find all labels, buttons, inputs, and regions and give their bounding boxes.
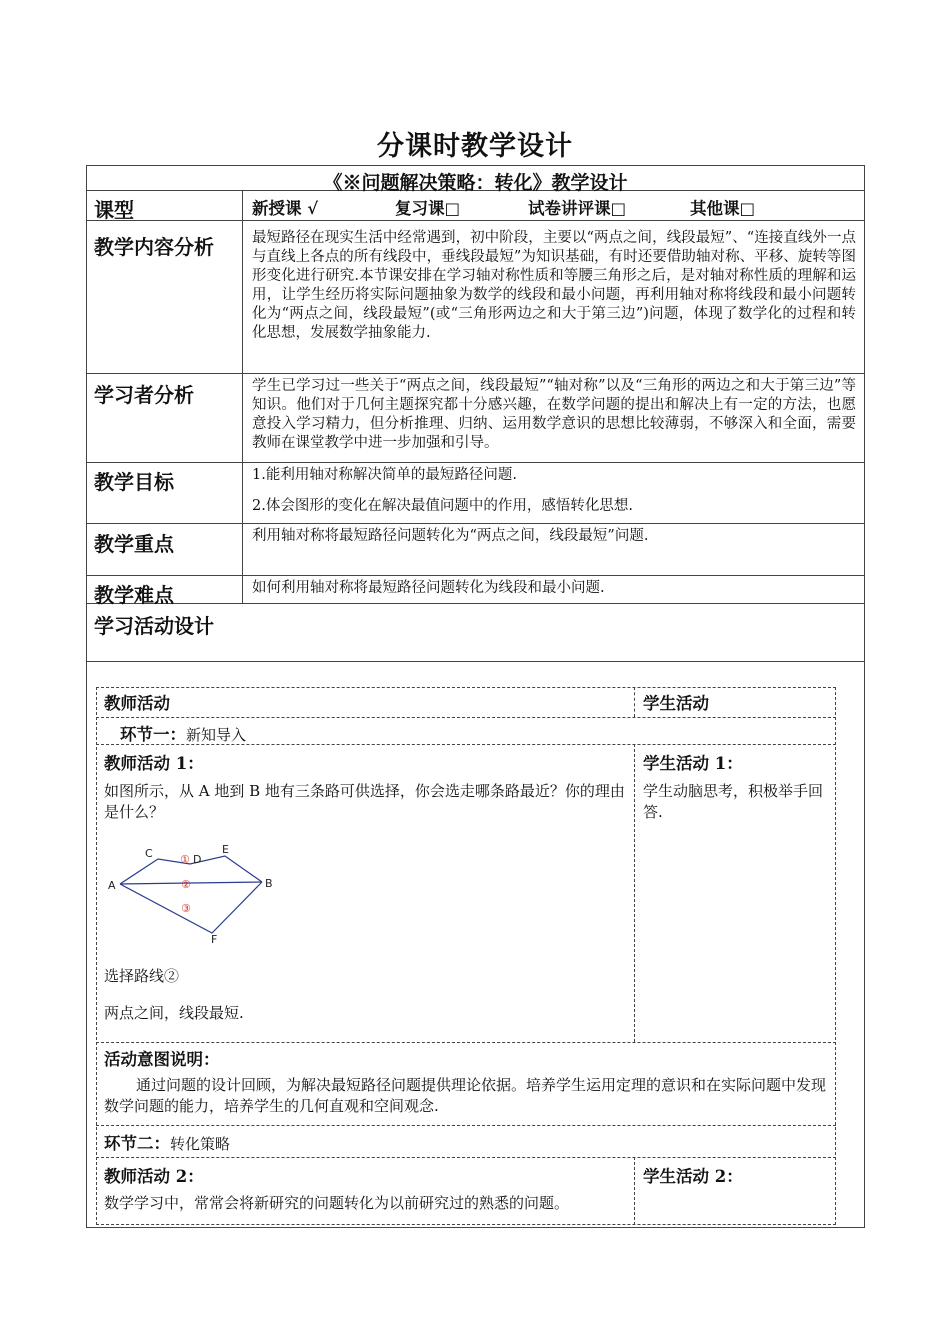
learner-analysis-label: 学习者分析 [94,383,194,407]
teacher-activity-1-reason: 两点之间，线段最短. [104,1004,244,1022]
learner-analysis-text: 学生已学习过一些关于“两点之间，线段最短”“轴对称”以及“三角形的两边之和大于第三边”等知识。他们对于几何主题探究都十分感兴趣，在数学问题的提出和解决上有一定的方法，也愿意投入学习精力，但分析推理、归纳、运用数学意识的思想比较薄弱，不够深入和全面，需要教师在课堂教学中进一步加强和引导。 [252,378,856,451]
stage-one [120,721,246,746]
teacher-activity-header: 教师活动 [104,694,170,713]
course-type-review: 复习课□ [395,199,461,218]
point-d-label: D [193,853,202,866]
teacher-activity-2-text: 数学学习中，常常会将新研究的问题转化为以前研究过的熟悉的问题。 [104,1194,570,1212]
difficulties-text: 如何利用轴对称将最短路径问题转化为线段和最小问题. [252,580,605,596]
student-activity-2-label: 学生活动 2： [643,1167,743,1186]
course-type-new: 新授课 √ [252,199,319,218]
course-type-label: 课型 [94,198,134,222]
point-a-label: A [108,879,116,892]
difficulties-label: 教学难点 [94,583,174,607]
stage-two [104,1130,230,1155]
teacher-activity-1-label: 教师活动 1： [104,754,204,773]
stage-two-label: 环节二： [104,1134,170,1153]
key-points-label: 教学重点 [94,532,174,556]
teacher-activity-1-answer: 选择路线② [104,967,180,985]
activity-design-label: 学习活动设计 [94,614,214,638]
course-type-other: 其他课□ [690,199,756,218]
design-title: 《※问题解决策略：转化》教学设计 [323,172,628,194]
student-activity-header: 学生活动 [643,694,709,713]
point-f-label: F [211,933,218,946]
stage-one-name: 新知导入 [186,726,247,744]
route-two-line [120,882,262,884]
point-c-label: C [145,847,153,860]
teacher-activity-2-label: 教师活动 2： [104,1167,204,1186]
point-b-label: B [265,877,273,890]
objective-item: 2.体会图形的变化在解决最值问题中的作用，感悟转化思想. [252,498,633,514]
point-e-label: E [222,843,229,856]
content-analysis-label: 教学内容分析 [94,235,214,259]
route-diagram [100,840,290,950]
intent-label: 活动意图说明： [104,1050,220,1069]
route-one-label: ① [180,853,190,866]
route-one-line [120,856,262,884]
stage-two-name: 转化策略 [170,1135,231,1153]
intent-text: 通过问题的设计回顾，为解决最短路径问题提供理论依据。培养学生运用定理的意识和在实际问题中发现数学问题的能力，培养学生的几何直观和空间观念. [104,1076,827,1115]
objective-item: 1.能利用轴对称解决简单的最短路径问题. [252,467,517,483]
teacher-activity-1-question: 如图所示，从 A 地到 B 地有三条路可供选择，你会选走哪条路最近？你的理由是什么？ [104,782,625,821]
course-type-exam: 试卷讲评课□ [528,199,627,218]
student-activity-1-label: 学生活动 1： [643,754,743,773]
stage-one-label: 环节一： [120,725,186,744]
page-title: 分课时教学设计 [377,131,573,162]
route-three-line [120,882,262,933]
content-analysis-text: 最短路径在现实生活中经常遇到，初中阶段，主要以“两点之间，线段最短”、“连接直线外一点与直线上各点的所有线段中，垂线段最短”为知识基础，有时还要借助轴对称、平移、旋转等图形变化进行研究.本节课安排在学习轴对称性质和等腰三角形之后，是对轴对称性质的理解和运用，让学生经历将实际问题抽象为数学的线段和最小问题，再利用轴对称将线段和最小问题转化为“两点之间，线段最短”(或“三角形两边之和大于第三边”)问题，体现了数学化的过程和转化思想，发展数学抽象能力. [252,230,856,341]
objectives-label: 教学目标 [94,470,174,494]
key-points-text: 利用轴对称将最短路径问题转化为“两点之间，线段最短”问题. [252,528,649,544]
route-three-label: ③ [181,902,191,915]
route-two-label: ② [181,878,191,891]
student-activity-1-text: 学生动脑思考，积极举手回答. [643,782,824,821]
